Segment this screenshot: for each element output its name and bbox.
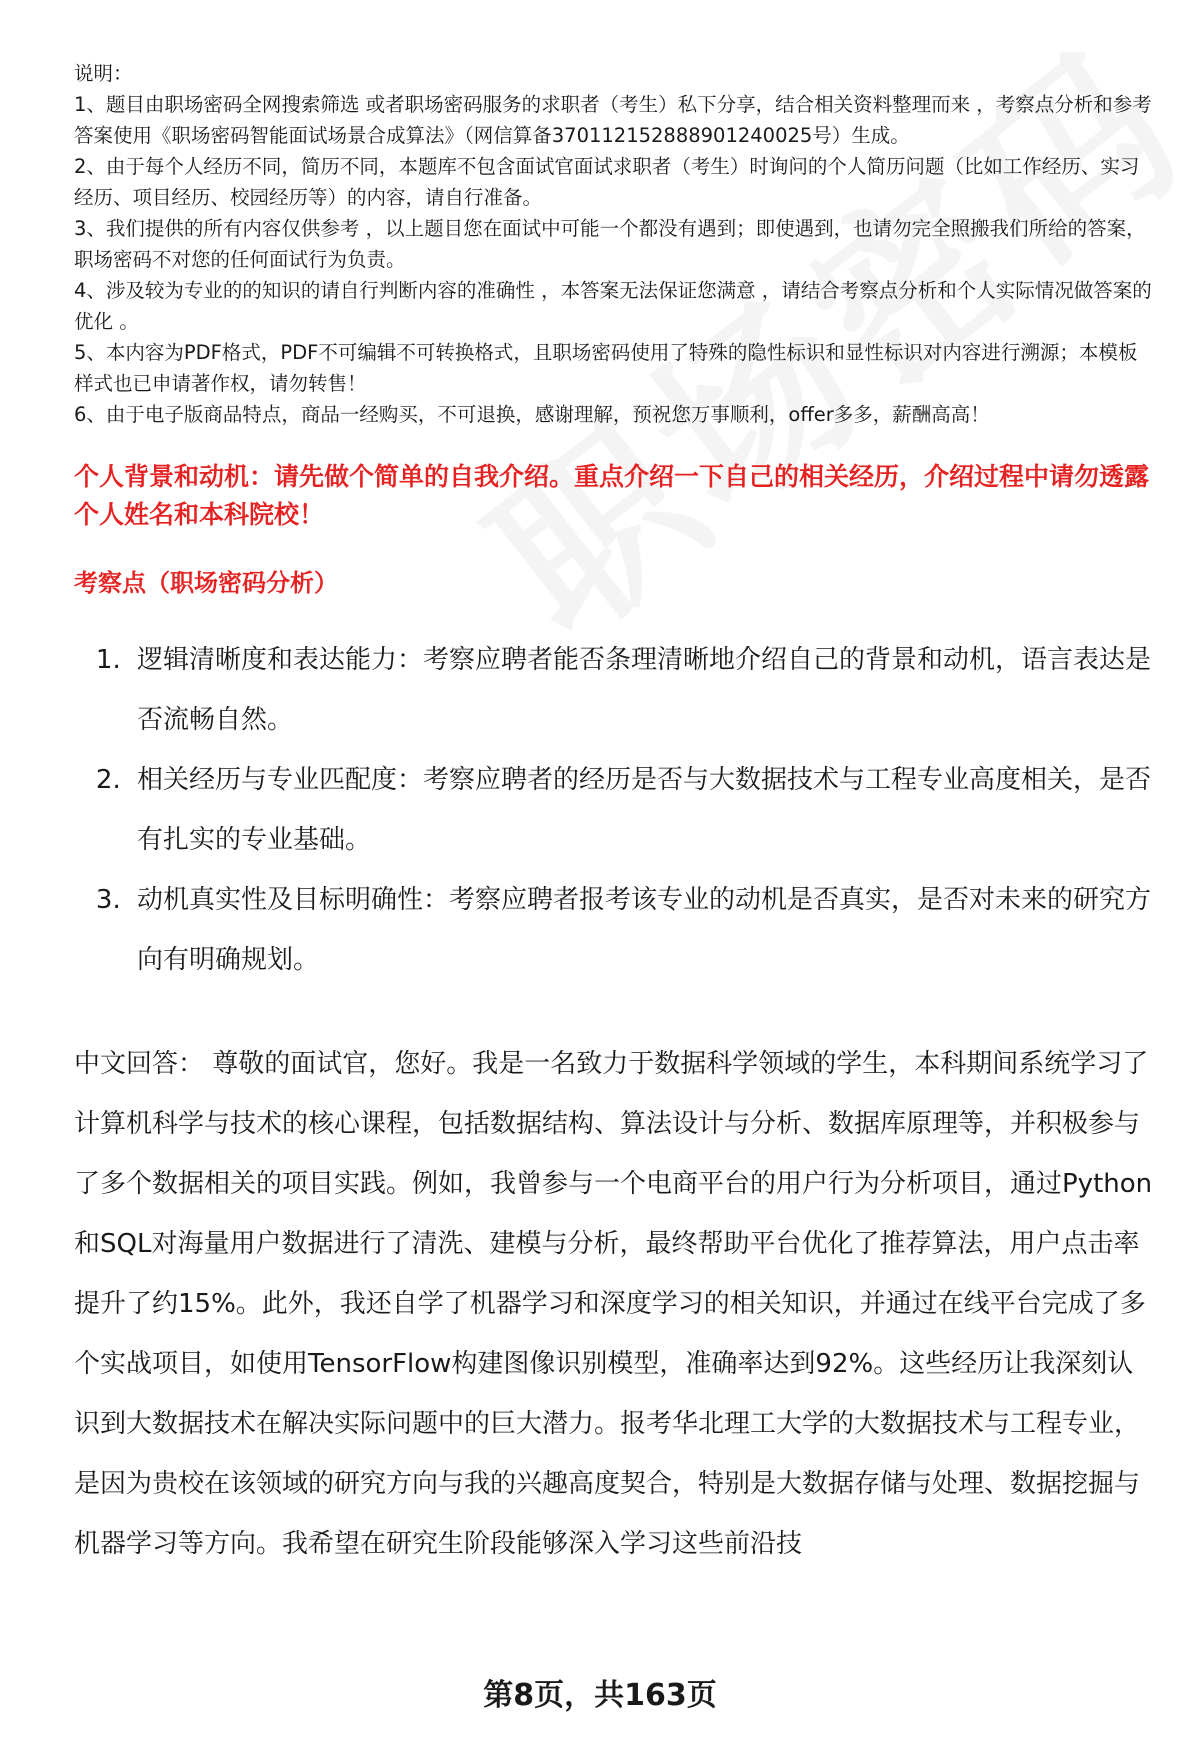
question-heading: 个人背景和动机：请先做个简单的自我介绍。重点介绍一下自己的相关经历，介绍过程中请勿透露个人姓名和本科院校！ xyxy=(74,462,1150,529)
page-content xyxy=(74,58,1154,1574)
note-item-2: 2、由于每个人经历不同，简历不同，本题库不包含面试官面试求职者（考生）时询问的个人简历问题（比如工作经历、实习经历、项目经历、校园经历等）的内容，请自行准备。 xyxy=(74,155,1140,209)
note-item-3: 3、我们提供的所有内容仅供参考 ，以上题目您在面试中可能一个都没有遇到；即使遇到，也请勿完全照搬我们所给的答案，职场密码不对您的任何面试行为负责。 xyxy=(74,217,1146,271)
note-item-5: 5、本内容为PDF格式，PDF不可编辑不可转换格式，且职场密码使用了特殊的隐性标识和显性标识对内容进行溯源；本模板样式也已申请著作权，请勿转售！ xyxy=(74,341,1138,395)
note-item-1: 1、题目由职场密码全网搜索筛选 或者职场密码服务的求职者（考生）私下分享，结合相关资料整理而来 ，考察点分析和参考答案使用《职场密码智能面试场景合成算法》（网信算备370112152888901240025号）生成。 xyxy=(74,93,1152,147)
notes-title: 说明： xyxy=(74,62,133,85)
note-item-4: 4、涉及较为专业的的知识的请自行判断内容的准确性 ，本答案无法保证您满意 ，请结合考察点分析和个人实际情况做答案的优化 。 xyxy=(74,279,1152,333)
analysis-point-1: 1. 逻辑清晰度和表达能力：考察应聘者能否条理清晰地介绍自己的背景和动机，语言表达是否流畅自然。 xyxy=(129,630,1154,750)
analysis-points xyxy=(74,630,1154,990)
answer-text: 中文回答： 尊敬的面试官，您好。我是一名致力于数据科学领域的学生，本科期间系统学习了计算机科学与技术的核心课程，包括数据结构、算法设计与分析、数据库原理等，并积极参与了多个数据相关的项目实践。例如，我曾参与一个电商平台的用户行为分析项目，通过Python和SQL对海量用户数据进行了清洗、建模与分析，最终帮助平台优化了推荐算法，用户点击率提升了约15%。此外，我还自学了机器学习和深度学习的相关知识，并通过在线平台完成了多个实战项目，如使用TensorFlow构建图像识别模型，准确率达到92%。这些经历让我深刻认识到大数据技术在解决实际问题中的巨大潜力。报考华北理工大学的大数据技术与工程专业，是因为贵校在该领域的研究方向与我的兴趣高度契合，特别是大数据存储与处理、数据挖掘与机器学习等方向。我希望在研究生阶段能够深入学习这些前沿技 xyxy=(74,1049,1153,1559)
analysis-point-2: 2. 相关经历与专业匹配度：考察应聘者的经历是否与大数据技术与工程专业高度相关，是否有扎实的专业基础。 xyxy=(129,750,1154,870)
page-number: 第8页，共163页 xyxy=(483,1678,717,1713)
notes-section xyxy=(74,58,1154,430)
analysis-heading: 考察点（职场密码分析） xyxy=(74,569,338,597)
analysis-point-3: 3. 动机真实性及目标明确性：考察应聘者报考该专业的动机是否真实，是否对未来的研究方向有明确规划。 xyxy=(129,870,1154,990)
note-item-6: 6、由于电子版商品特点，商品一经购买，不可退换，感谢理解，预祝您万事顺利，offer多多，薪酬高高！ xyxy=(74,403,990,426)
